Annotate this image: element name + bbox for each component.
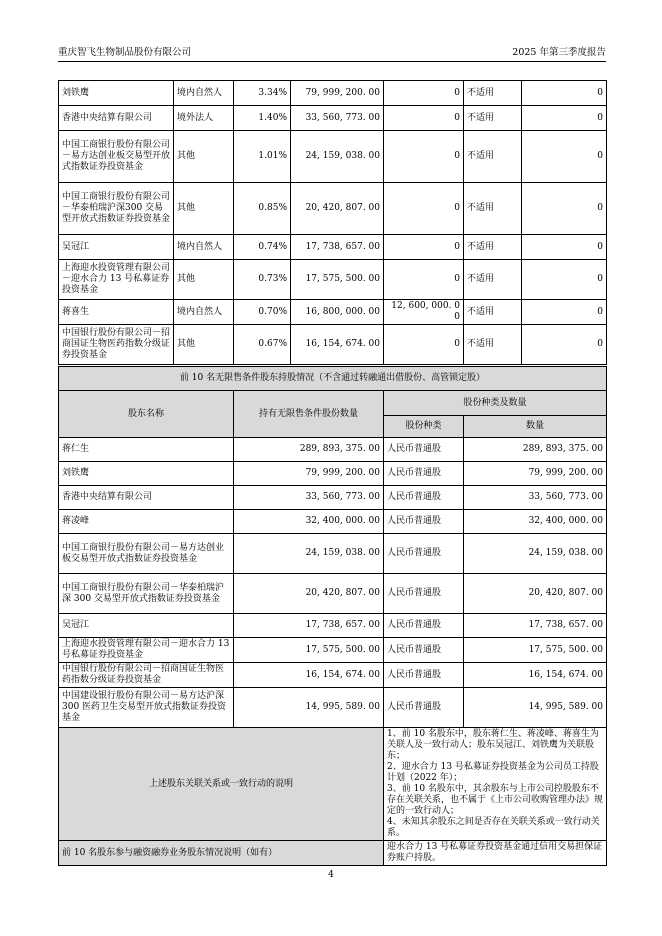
shareholder-nature: 其他 — [174, 183, 234, 235]
shareholder-nature: 境内自然人 — [174, 235, 234, 260]
restricted-shares: 0 — [384, 81, 464, 106]
unrestricted-qty: 79, 999, 200. 00 — [234, 462, 384, 486]
share-type: 人民币普通股 — [384, 663, 464, 688]
share-count: 79, 999, 200. 00 — [464, 462, 607, 486]
shareholder-name: 中国建设银行股份有限公司－易方达沪深 300 医药卫生交易型开放式指数证券投资基金 — [59, 688, 234, 728]
page-number: 4 — [328, 870, 334, 880]
company-name: 重庆智飞生物制品股份有限公司 — [58, 47, 192, 58]
restricted-shares: 0 — [384, 260, 464, 300]
holding-ratio: 0.73% — [234, 260, 291, 300]
holding-shares: 17, 738, 657. 00 — [291, 235, 384, 260]
shareholder-nature: 其他 — [174, 325, 234, 365]
shareholder-nature: 境内自然人 — [174, 81, 234, 106]
report-title: 2025 年第三季度报告 — [512, 47, 606, 58]
pledge-quantity: 0 — [522, 81, 607, 106]
table-row — [59, 81, 607, 106]
unrestricted-qty: 24, 159, 038. 00 — [234, 534, 384, 574]
holding-shares: 79, 999, 200. 00 — [291, 81, 384, 106]
relation-line: 1、前 10 名股东中，股东蒋仁生、蒋凌峰、蒋喜生为关联人及一致行动人；股东吴冠江、刘铁鹰为关联股东； — [387, 729, 599, 761]
holding-shares: 17, 575, 500. 00 — [291, 260, 384, 300]
holding-ratio: 1.01% — [234, 131, 291, 183]
shareholder-name: 中国银行股份有限公司－招商国证生物医药指数分级证券投资基金 — [59, 325, 174, 365]
share-type: 人民币普通股 — [384, 638, 464, 663]
table-row — [59, 486, 607, 510]
unrestricted-qty: 289, 893, 375. 00 — [234, 438, 384, 462]
shareholder-name: 上海迎水投资管理有限公司－迎水合力 13 号私募证券投资基金 — [59, 638, 234, 663]
holding-shares: 33, 560, 773. 00 — [291, 106, 384, 131]
table-row — [59, 438, 607, 462]
table-row — [59, 663, 607, 688]
pledge-status: 不适用 — [464, 325, 522, 365]
shareholder-name: 刘铁鹰 — [59, 462, 234, 486]
table-row — [59, 574, 607, 614]
table-row — [59, 131, 607, 183]
share-count: 32, 400, 000. 00 — [464, 510, 607, 534]
table-row — [59, 462, 607, 486]
pledge-quantity: 0 — [522, 131, 607, 183]
shareholder-name: 中国工商银行股份有限公司－华泰柏瑞沪深300 交易型开放式指数证券投资基金 — [59, 183, 174, 235]
col-header-qty: 持有无限售条件股份数量 — [234, 391, 384, 438]
col-header-type-group: 股份种类及数量 — [384, 391, 607, 416]
col-header-name: 股东名称 — [59, 391, 234, 438]
shareholder-name: 上海迎水投资管理有限公司－迎水合力 13 号私募证券投资基金 — [59, 260, 174, 300]
restricted-shares: 0 — [384, 325, 464, 365]
unrestricted-qty: 33, 560, 773. 00 — [234, 486, 384, 510]
table-row — [59, 106, 607, 131]
share-type: 人民币普通股 — [384, 534, 464, 574]
holding-ratio: 3.34% — [234, 81, 291, 106]
unrestricted-qty: 14, 995, 589. 00 — [234, 688, 384, 728]
pledge-quantity: 0 — [522, 300, 607, 325]
page-header — [58, 44, 606, 58]
shareholder-name: 吴冠江 — [59, 235, 174, 260]
holding-shares: 24, 159, 038. 00 — [291, 131, 384, 183]
restricted-shares: 0 — [384, 131, 464, 183]
shareholder-name: 吴冠江 — [59, 614, 234, 638]
shareholder-name: 蒋喜生 — [59, 300, 174, 325]
unrestricted-qty: 17, 575, 500. 00 — [234, 638, 384, 663]
shareholder-name: 蒋凌峰 — [59, 510, 234, 534]
section-title-row — [59, 367, 607, 391]
section-title: 前 10 名无限售条件股东持股情况（不含通过转融通出借股份、高管锁定股） — [59, 367, 607, 391]
table-row — [59, 260, 607, 300]
relation-label: 上述股东关联关系或一致行动的说明 — [59, 728, 384, 841]
unrestricted-qty: 32, 400, 000. 00 — [234, 510, 384, 534]
relation-line: 4、未知其余股东之间是否存在关联关系或一致行动关系。 — [387, 817, 600, 838]
restricted-shares: 0 — [384, 183, 464, 235]
share-count: 289, 893, 375. 00 — [464, 438, 607, 462]
share-type: 人民币普通股 — [384, 614, 464, 638]
relation-line: 2、迎水合力 13 号私募证券投资基金为公司员工持股计划（2022 年）； — [387, 762, 599, 783]
table-row — [59, 325, 607, 365]
pledge-quantity: 0 — [522, 183, 607, 235]
restricted-shares: 0 — [384, 235, 464, 260]
table-row — [59, 235, 607, 260]
shareholder-name: 中国工商银行股份有限公司－易方达创业板交易型开放式指数证券投资基金 — [59, 534, 234, 574]
share-type: 人民币普通股 — [384, 462, 464, 486]
header-row — [59, 391, 607, 416]
margin-text: 迎水合力 13 号私募证券投资基金通过信用交易担保证券账户持股。 — [384, 841, 607, 866]
holding-ratio: 1.40% — [234, 106, 291, 131]
margin-row — [59, 841, 607, 866]
shareholder-name: 香港中央结算有限公司 — [59, 486, 234, 510]
pledge-status: 不适用 — [464, 235, 522, 260]
share-count: 16, 154, 674. 00 — [464, 663, 607, 688]
shareholder-name: 中国工商银行股份有限公司－易方达创业板交易型开放式指数证券投资基金 — [59, 131, 174, 183]
pledge-quantity: 0 — [522, 106, 607, 131]
holding-ratio: 0.85% — [234, 183, 291, 235]
holding-ratio: 0.67% — [234, 325, 291, 365]
pledge-status: 不适用 — [464, 106, 522, 131]
pledge-status: 不适用 — [464, 81, 522, 106]
share-type: 人民币普通股 — [384, 574, 464, 614]
holding-ratio: 0.74% — [234, 235, 291, 260]
relation-text — [384, 728, 607, 841]
shareholder-name: 中国银行股份有限公司－招商国证生物医药指数分级证券投资基金 — [59, 663, 234, 688]
col-header-count: 数量 — [464, 416, 607, 438]
shareholder-nature: 其他 — [174, 260, 234, 300]
unrestricted-qty: 20, 420, 807. 00 — [234, 574, 384, 614]
share-type: 人民币普通股 — [384, 688, 464, 728]
holding-ratio: 0.70% — [234, 300, 291, 325]
pledge-status: 不适用 — [464, 300, 522, 325]
shareholder-name: 蒋仁生 — [59, 438, 234, 462]
holding-shares: 16, 800, 000. 00 — [291, 300, 384, 325]
pledge-quantity: 0 — [522, 235, 607, 260]
shareholder-nature: 境内自然人 — [174, 300, 234, 325]
pledge-status: 不适用 — [464, 183, 522, 235]
table-row — [59, 534, 607, 574]
relation-line: 3、前 10 名股东中，其余股东与上市公司控股股东不存在关联关系，也不属于《上市公司收购管理办法》规定的一致行动人； — [387, 784, 604, 816]
header-divider — [58, 61, 606, 62]
share-count: 17, 575, 500. 00 — [464, 638, 607, 663]
unrestricted-shareholders-table — [58, 366, 607, 866]
table-row — [59, 183, 607, 235]
shareholder-name: 中国工商银行股份有限公司－华泰柏瑞沪深 300 交易型开放式指数证券投资基金 — [59, 574, 234, 614]
col-header-type: 股份种类 — [384, 416, 464, 438]
restricted-shares: 0 — [384, 106, 464, 131]
table-row — [59, 614, 607, 638]
shareholder-name: 刘铁鹰 — [59, 81, 174, 106]
share-count: 24, 159, 038. 00 — [464, 534, 607, 574]
table-row — [59, 510, 607, 534]
shareholder-nature: 其他 — [174, 131, 234, 183]
margin-label: 前 10 名股东参与融资融券业务股东情况说明（如有） — [59, 841, 384, 866]
relation-row — [59, 728, 607, 841]
table-row — [59, 688, 607, 728]
share-count: 33, 560, 773. 00 — [464, 486, 607, 510]
share-count: 17, 738, 657. 00 — [464, 614, 607, 638]
unrestricted-qty: 16, 154, 674. 00 — [234, 663, 384, 688]
pledge-status: 不适用 — [464, 260, 522, 300]
unrestricted-qty: 17, 738, 657. 00 — [234, 614, 384, 638]
top10-shareholders-table — [58, 80, 607, 365]
shareholder-name: 香港中央结算有限公司 — [59, 106, 174, 131]
table-row — [59, 300, 607, 325]
holding-shares: 20, 420, 807. 00 — [291, 183, 384, 235]
restricted-shares: 12, 600, 000. 00 — [384, 300, 464, 325]
share-count: 20, 420, 807. 00 — [464, 574, 607, 614]
table-row — [59, 638, 607, 663]
shareholder-nature: 境外法人 — [174, 106, 234, 131]
holding-shares: 16, 154, 674. 00 — [291, 325, 384, 365]
share-count: 14, 995, 589. 00 — [464, 688, 607, 728]
share-type: 人民币普通股 — [384, 486, 464, 510]
pledge-quantity: 0 — [522, 260, 607, 300]
pledge-status: 不适用 — [464, 131, 522, 183]
share-type: 人民币普通股 — [384, 438, 464, 462]
share-type: 人民币普通股 — [384, 510, 464, 534]
pledge-quantity: 0 — [522, 325, 607, 365]
